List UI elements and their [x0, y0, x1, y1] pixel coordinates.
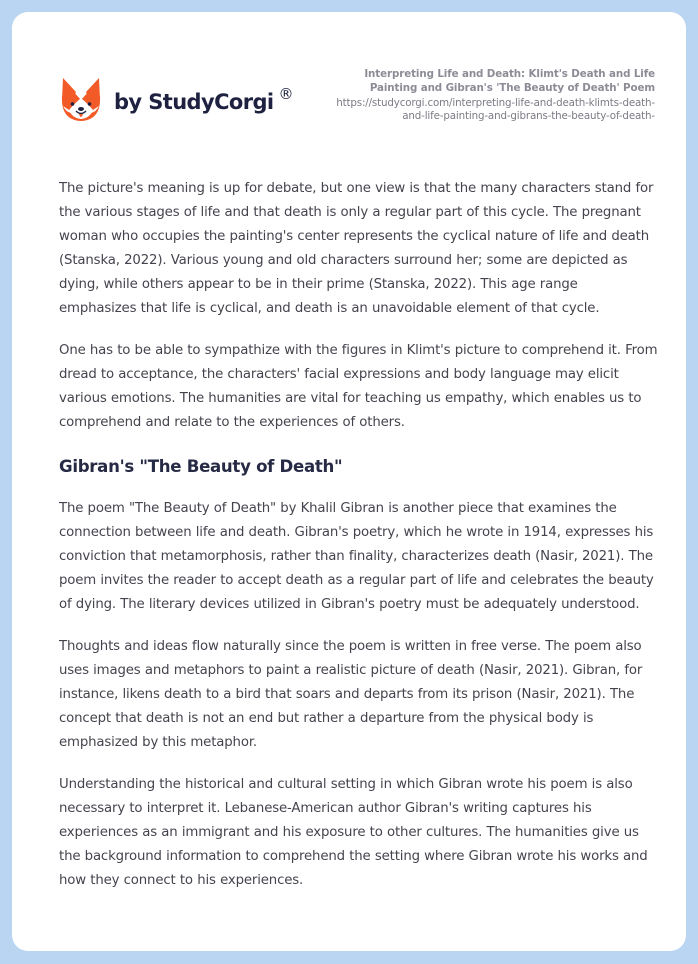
section-heading: Gibran's "The Beauty of Death" — [59, 457, 343, 476]
document-url[interactable]: https://studycorgi.com/interpreting-life-and-death-klimts-death-and-life-painting-and-gibrans-the-beauty-of-death- — [336, 97, 655, 122]
document-meta — [315, 67, 655, 123]
paragraph: Understanding the historical and cultural setting in which Gibran wrote his poem is also necessary to interpret it. Lebanese-American author Gibran's writing captures his experiences as an immigrant and his exposure to other cultures. The humanities give us the background information to comprehend the setting where Gibran wrote his works and how they connect to his experiences. — [59, 777, 648, 888]
document-title: Interpreting Life and Death: Klimt's Death and Life Painting and Gibran's 'The Beauty of Death' Poem — [364, 68, 655, 94]
document-page — [12, 12, 686, 951]
logo-text: by StudyCorgi ® — [114, 85, 293, 114]
article-body — [59, 177, 659, 911]
page-header — [12, 12, 686, 162]
corgi-logo-icon — [60, 76, 102, 122]
paragraph: The picture's meaning is up for debate, but one view is that the many characters stand for the various stages of life and that death is only a regular part of this cycle. The pregnant woman who occupies the painting's center represents the cyclical nature of life and death (Stanska, 2022). Various young and old characters surround her; some are depicted as dying, while others appear to be in their prime (Stanska, 2022). This age range emphasizes that life is cyclical, and death is an unavoidable element of that cycle. — [59, 181, 654, 316]
studycorgi-logo[interactable] — [60, 76, 293, 122]
registered-mark: ® — [278, 85, 293, 103]
paragraph: Thoughts and ideas flow naturally since the poem is written in free verse. The poem also uses images and metaphors to paint a realistic picture of death (Nasir, 2021). Gibran, for instance, likens death to a bird that soars and departs from its prison (Nasir, 2021). The concept that death is not an end but rather a departure from the physical body is emphasized by this metaphor. — [59, 639, 643, 750]
paragraph: One has to be able to sympathize with the figures in Klimt's picture to comprehend it. From dread to acceptance, the characters' facial expressions and body language may elicit various emotions. The humanities are vital for teaching us empathy, which enables us to comprehend and relate to the experiences of others. — [59, 343, 658, 430]
paragraph: The poem "The Beauty of Death" by Khalil Gibran is another piece that examines the connection between life and death. Gibran's poetry, which he wrote in 1914, expresses his conviction that metamorphosis, rather than finality, characterizes death (Nasir, 2021). The poem invites the reader to accept death as a regular part of life and celebrates the beauty of dying. The literary devices utilized in Gibran's poetry must be adequately understood. — [59, 501, 654, 612]
